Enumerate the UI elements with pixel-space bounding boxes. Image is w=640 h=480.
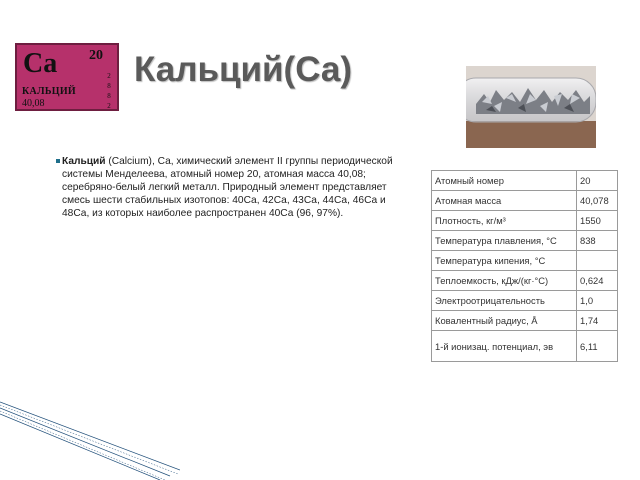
property-label: Температура плавления, °С	[432, 231, 577, 251]
shell-2: 8	[107, 82, 111, 90]
shell-3: 8	[107, 92, 111, 100]
decorative-diagonal-stripes	[0, 400, 180, 480]
property-label: 1-й ионизац. потенциал, эв	[432, 331, 577, 362]
property-value: 40,078	[577, 191, 618, 211]
property-label: Температура кипения, °С	[432, 251, 577, 271]
property-value: 1,74	[577, 311, 618, 331]
property-label: Атомный номер	[432, 171, 577, 191]
shell-4: 2	[107, 102, 111, 110]
table-row	[432, 291, 618, 311]
property-label: Ковалентный радиус, Å	[432, 311, 577, 331]
property-value: 1,0	[577, 291, 618, 311]
property-label: Плотность, кг/м³	[432, 211, 577, 231]
table-row	[432, 171, 618, 191]
element-name: КАЛЬЦИЙ	[22, 86, 76, 97]
description-paragraph	[54, 155, 404, 220]
table-row	[432, 251, 618, 271]
paragraph-body: (Calcium), Са, химический элемент II группы периодической системы Менделеева, атомный номер 20, атомная масса 40,08; серебряно-белый легкий металл. Природный элемент представляет смесь шести стабильных изотопов: 40Са, 42Са, 43Са, 44Са, 46Са и 48Са, из которых наиболее распространен 40Са (96, 97%).	[62, 156, 393, 219]
calcium-photo	[466, 66, 596, 148]
property-label: Атомная масса	[432, 191, 577, 211]
table-row	[432, 311, 618, 331]
table-row	[432, 331, 618, 362]
property-value: 1550	[577, 211, 618, 231]
slide-title: Кальций(Са)	[134, 50, 353, 89]
property-label: Электроотрицательность	[432, 291, 577, 311]
shell-1: 2	[107, 72, 111, 80]
table-row	[432, 191, 618, 211]
electron-shells	[105, 71, 113, 111]
atomic-mass: 40,08	[22, 98, 45, 109]
property-value	[577, 251, 618, 271]
table-row	[432, 231, 618, 251]
property-label: Теплоемкость, кДж/(кг·°С)	[432, 271, 577, 291]
table-row	[432, 211, 618, 231]
atomic-number: 20	[89, 48, 103, 63]
table-row	[432, 271, 618, 291]
element-tile	[15, 43, 119, 111]
paragraph-lead: Кальций	[62, 156, 106, 167]
element-symbol: Ca	[23, 48, 58, 79]
property-value: 838	[577, 231, 618, 251]
property-value: 0,624	[577, 271, 618, 291]
properties-table	[431, 170, 618, 362]
property-value: 20	[577, 171, 618, 191]
property-value: 6,11	[577, 331, 618, 362]
